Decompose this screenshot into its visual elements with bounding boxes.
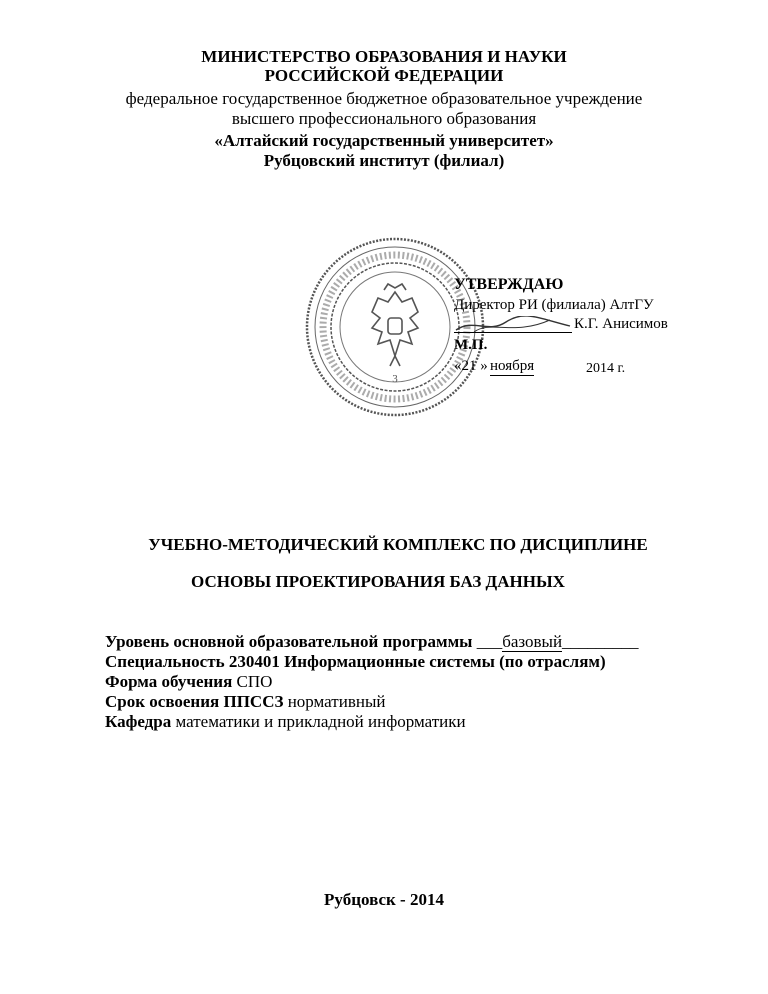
program-level-label: Уровень основной образовательной программы [105,632,473,651]
study-term-row [105,692,385,711]
discipline-title: ОСНОВЫ ПРОЕКТИРОВАНИЯ БАЗ ДАННЫХ [191,572,565,591]
approval-position: Директор РИ (филиала) АлтГУ [454,297,654,313]
signature-icon [454,316,572,334]
approval-signer: К.Г. Анисимов [574,316,668,332]
program-level-blank-left: ___ [476,632,503,651]
stamp-mark-label: М.П. [454,337,488,353]
program-level-blank-right: _________ [562,632,639,651]
branch-name: Рубцовский институт (филиал) [263,151,505,170]
program-level-row [105,632,639,652]
department-value: математики и прикладной информатики [175,712,466,731]
study-form-row [105,672,272,691]
ministry-line-1: МИНИСТЕРСТВО ОБРАЗОВАНИЯ И НАУКИ [201,47,567,66]
place-year: Рубцовск - 2014 [324,890,444,909]
study-term-label: Срок освоения ППССЗ [105,692,284,711]
signature-line [454,316,572,333]
department-label: Кафедра [105,712,172,731]
university-name: «Алтайский государственный университет» [214,131,554,150]
approval-heading: УТВЕРЖДАЮ [454,276,564,293]
education-level-line: высшего профессионального образования [231,109,537,128]
study-term-value: нормативный [287,692,386,711]
svg-text:3: 3 [392,373,398,385]
specialty-row: Специальность 230401 Информационные системы (по отраслям) [105,652,606,671]
study-form-value: СПО [236,672,273,691]
approval-day: «21 » [454,358,488,374]
program-level-value: базовый [502,632,563,651]
approval-year: 2014 г. [586,361,626,376]
study-form-label: Форма обучения [105,672,233,691]
approval-month: ноября [490,358,535,374]
ministry-line-2: РОССИЙСКОЙ ФЕДЕРАЦИИ [264,66,504,85]
department-row [105,712,466,731]
approval-block [446,276,676,386]
document-title: УЧЕБНО-МЕТОДИЧЕСКИЙ КОМПЛЕКС ПО ДИСЦИПЛИНЕ [148,535,648,554]
institution-type-line: федеральное государственное бюджетное образовательное учреждение [125,89,643,108]
